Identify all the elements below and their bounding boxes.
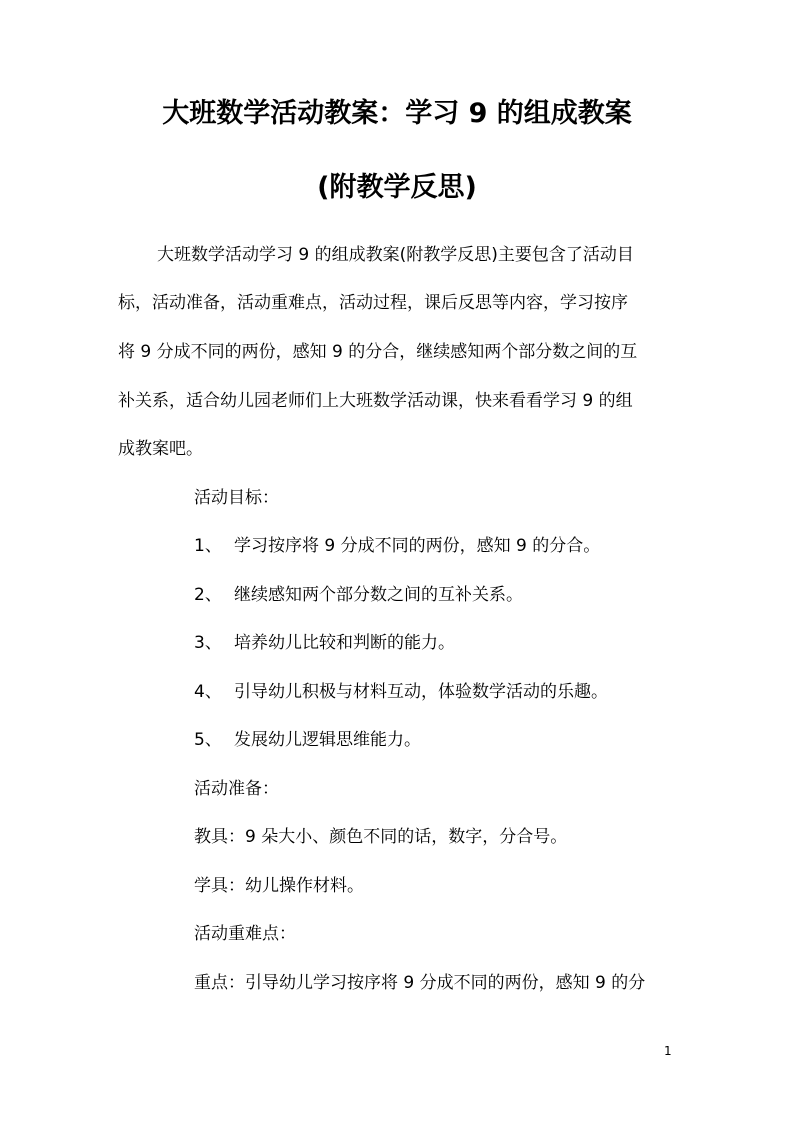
goal-text: 学习按序将 9 分成不同的两份，感知 9 的分合。 [234, 536, 601, 556]
prep-student-tools: 学具：幼儿操作材料。 [194, 876, 364, 896]
doc-title-line-1: 大班数学活动教案：学习 9 的组成教案 [162, 98, 632, 129]
intro-line-4: 补关系，适合幼儿园老师们上大班数学活动课，快来看看学习 9 的组 [118, 391, 633, 411]
goal-number: 5、 [194, 730, 222, 750]
intro-line-1: 大班数学活动学习 9 的组成教案(附教学反思)主要包含了活动目 [157, 245, 634, 265]
goal-number: 1、 [194, 536, 222, 556]
goal-text: 继续感知两个部分数之间的互补关系。 [234, 585, 523, 605]
intro-line-5: 成教案吧。 [118, 439, 203, 459]
prep-heading: 活动准备： [194, 779, 279, 799]
prep-teacher-tools: 教具：9 朵大小、颜色不同的话，数字，分合号。 [194, 827, 568, 847]
goal-text: 培养幼儿比较和判断的能力。 [234, 633, 455, 653]
goals-heading: 活动目标： [194, 488, 279, 508]
goal-item [194, 729, 421, 751]
goal-text: 发展幼儿逻辑思维能力。 [234, 730, 421, 750]
goal-item [194, 632, 455, 654]
key-points-focus: 重点：引导幼儿学习按序将 9 分成不同的两份，感知 9 的分 [194, 973, 646, 993]
goal-number: 3、 [194, 633, 222, 653]
page-number: 1 [664, 1044, 672, 1058]
key-points-heading: 活动重难点： [194, 924, 296, 944]
goal-number: 2、 [194, 585, 222, 605]
intro-line-2: 标，活动准备，活动重难点，活动过程，课后反思等内容，学习按序 [118, 293, 628, 313]
doc-title-line-2: (附教学反思) [317, 172, 477, 203]
goal-text: 引导幼儿积极与材料互动，体验数学活动的乐趣。 [234, 682, 608, 702]
intro-line-3: 将 9 分成不同的两份，感知 9 的分合，继续感知两个部分数之间的互 [118, 342, 638, 362]
goal-number: 4、 [194, 682, 222, 702]
goal-item [194, 584, 523, 606]
goal-item [194, 681, 608, 703]
goal-item [194, 535, 600, 557]
